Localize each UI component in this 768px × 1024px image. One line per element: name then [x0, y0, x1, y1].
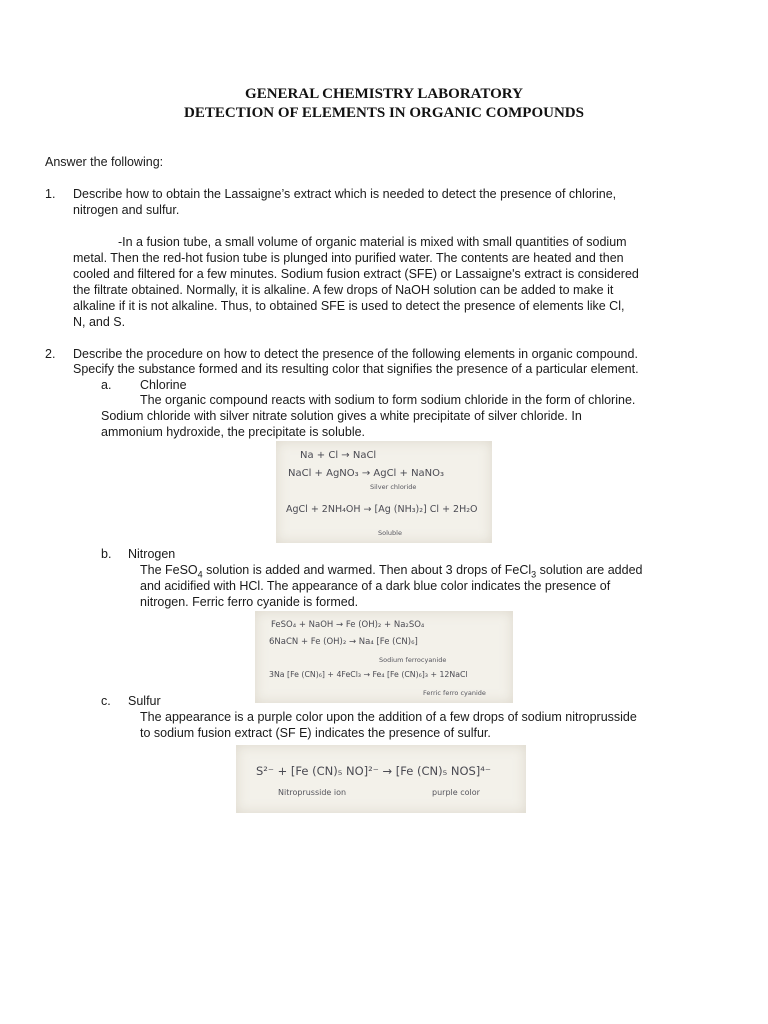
q1-answer-line6: N, and S. — [73, 315, 126, 329]
chlorine-eq2: NaCl + AgNO₃ → AgCl + NaNO₃ — [288, 468, 445, 479]
chlorine-note2: Soluble — [378, 529, 402, 537]
chlorine-handwritten-equations — [276, 441, 492, 543]
q2-line1: Describe the procedure on how to detect the presence of the following elements in organic compound. — [73, 347, 638, 361]
chlorine-note1: Silver chloride — [370, 483, 417, 491]
q2c-line2: to sodium fusion extract (SF E) indicates the presence of sulfur. — [140, 726, 491, 740]
q1-answer-line4: the filtrate obtained. Normally, it is alkaline. A few drops of NaOH solution can be added to make it — [73, 283, 614, 297]
document-subtitle: DETECTION OF ELEMENTS IN ORGANIC COMPOUNDS — [184, 105, 584, 121]
nitrogen-eq3: 3Na [Fe (CN)₆] + 4FeCl₃ → Fe₄ [Fe (CN)₆]₃ + 12NaCl — [269, 670, 468, 679]
q2-number: 2. — [45, 347, 56, 361]
q2b-line2: and acidified with HCl. The appearance of a dark blue color indicates the presence of — [140, 579, 611, 593]
q2c-letter: c. — [101, 694, 111, 708]
q1-answer-line3: cooled and filtered for a few minutes. Sodium fusion extract (SFE) or Lassaigne's extract is considered — [73, 267, 639, 281]
q2a-heading: Chlorine — [140, 378, 187, 392]
chlorine-eq3: AgCl + 2NH₄OH → [Ag (NH₃)₂] Cl + 2H₂O — [286, 504, 478, 515]
q1-answer-line5: alkaline if it is not alkaline. Thus, to obtained SFE is used to detect the presence of elements like Cl, — [73, 299, 625, 313]
chlorine-eq1: Na + Cl → NaCl — [300, 450, 377, 461]
sulfur-eq1: S²⁻ + [Fe (CN)₅ NO]²⁻ → [Fe (CN)₅ NOS]⁴⁻ — [256, 764, 491, 778]
q1-line1: Describe how to obtain the Lassaigne’s extract which is needed to detect the presence of chlorine, — [73, 187, 617, 201]
q1-answer-line2: metal. Then the red-hot fusion tube is plunged into purified water. The contents are heated and then — [73, 251, 624, 265]
nitrogen-note2: Ferric ferro cyanide — [423, 689, 486, 697]
sulfur-note2: purple color — [432, 788, 480, 797]
q2c-heading: Sulfur — [128, 694, 161, 708]
sulfur-note1: Nitroprusside ion — [278, 788, 347, 797]
sulfur-handwritten-equation — [236, 745, 526, 813]
nitrogen-eq2: 6NaCN + Fe (OH)₂ → Na₄ [Fe (CN)₆] — [269, 637, 418, 647]
intro-text: Answer the following: — [45, 155, 164, 169]
q2b-line1: The FeSO$_4$ solution is added and warmed. Then about 3 drops of FeCl$_3$ solution are added — [140, 563, 643, 580]
nitrogen-note1: Sodium ferrocyanide — [379, 656, 447, 664]
q2b-heading: Nitrogen — [128, 547, 176, 561]
nitrogen-eq1: FeSO₄ + NaOH → Fe (OH)₂ + Na₂SO₄ — [271, 620, 425, 630]
q2a-letter: a. — [101, 378, 112, 392]
q2b-letter: b. — [101, 547, 112, 561]
q2c-line1: The appearance is a purple color upon the addition of a few drops of sodium nitroprusside — [140, 710, 637, 724]
q2b-line3: nitrogen. Ferric ferro cyanide is formed. — [140, 595, 359, 609]
q1-line2: nitrogen and sulfur. — [73, 203, 180, 217]
q2a-line2: Sodium chloride with silver nitrate solution gives a white precipitate of silver chloride. In — [101, 409, 582, 423]
document-title: GENERAL CHEMISTRY LABORATORY — [245, 86, 523, 102]
q2a-line1: The organic compound reacts with sodium to form sodium chloride in the form of chlorine. — [140, 393, 636, 407]
q1-answer-line1: -In a fusion tube, a small volume of organic material is mixed with small quantities of sodium — [118, 235, 627, 249]
q2-line2: Specify the substance formed and its resulting color that signifies the presence of a particular element. — [73, 362, 639, 376]
q1-number: 1. — [45, 187, 56, 201]
q2a-line3: ammonium hydroxide, the precipitate is soluble. — [101, 425, 366, 439]
nitrogen-handwritten-equations — [255, 611, 513, 703]
